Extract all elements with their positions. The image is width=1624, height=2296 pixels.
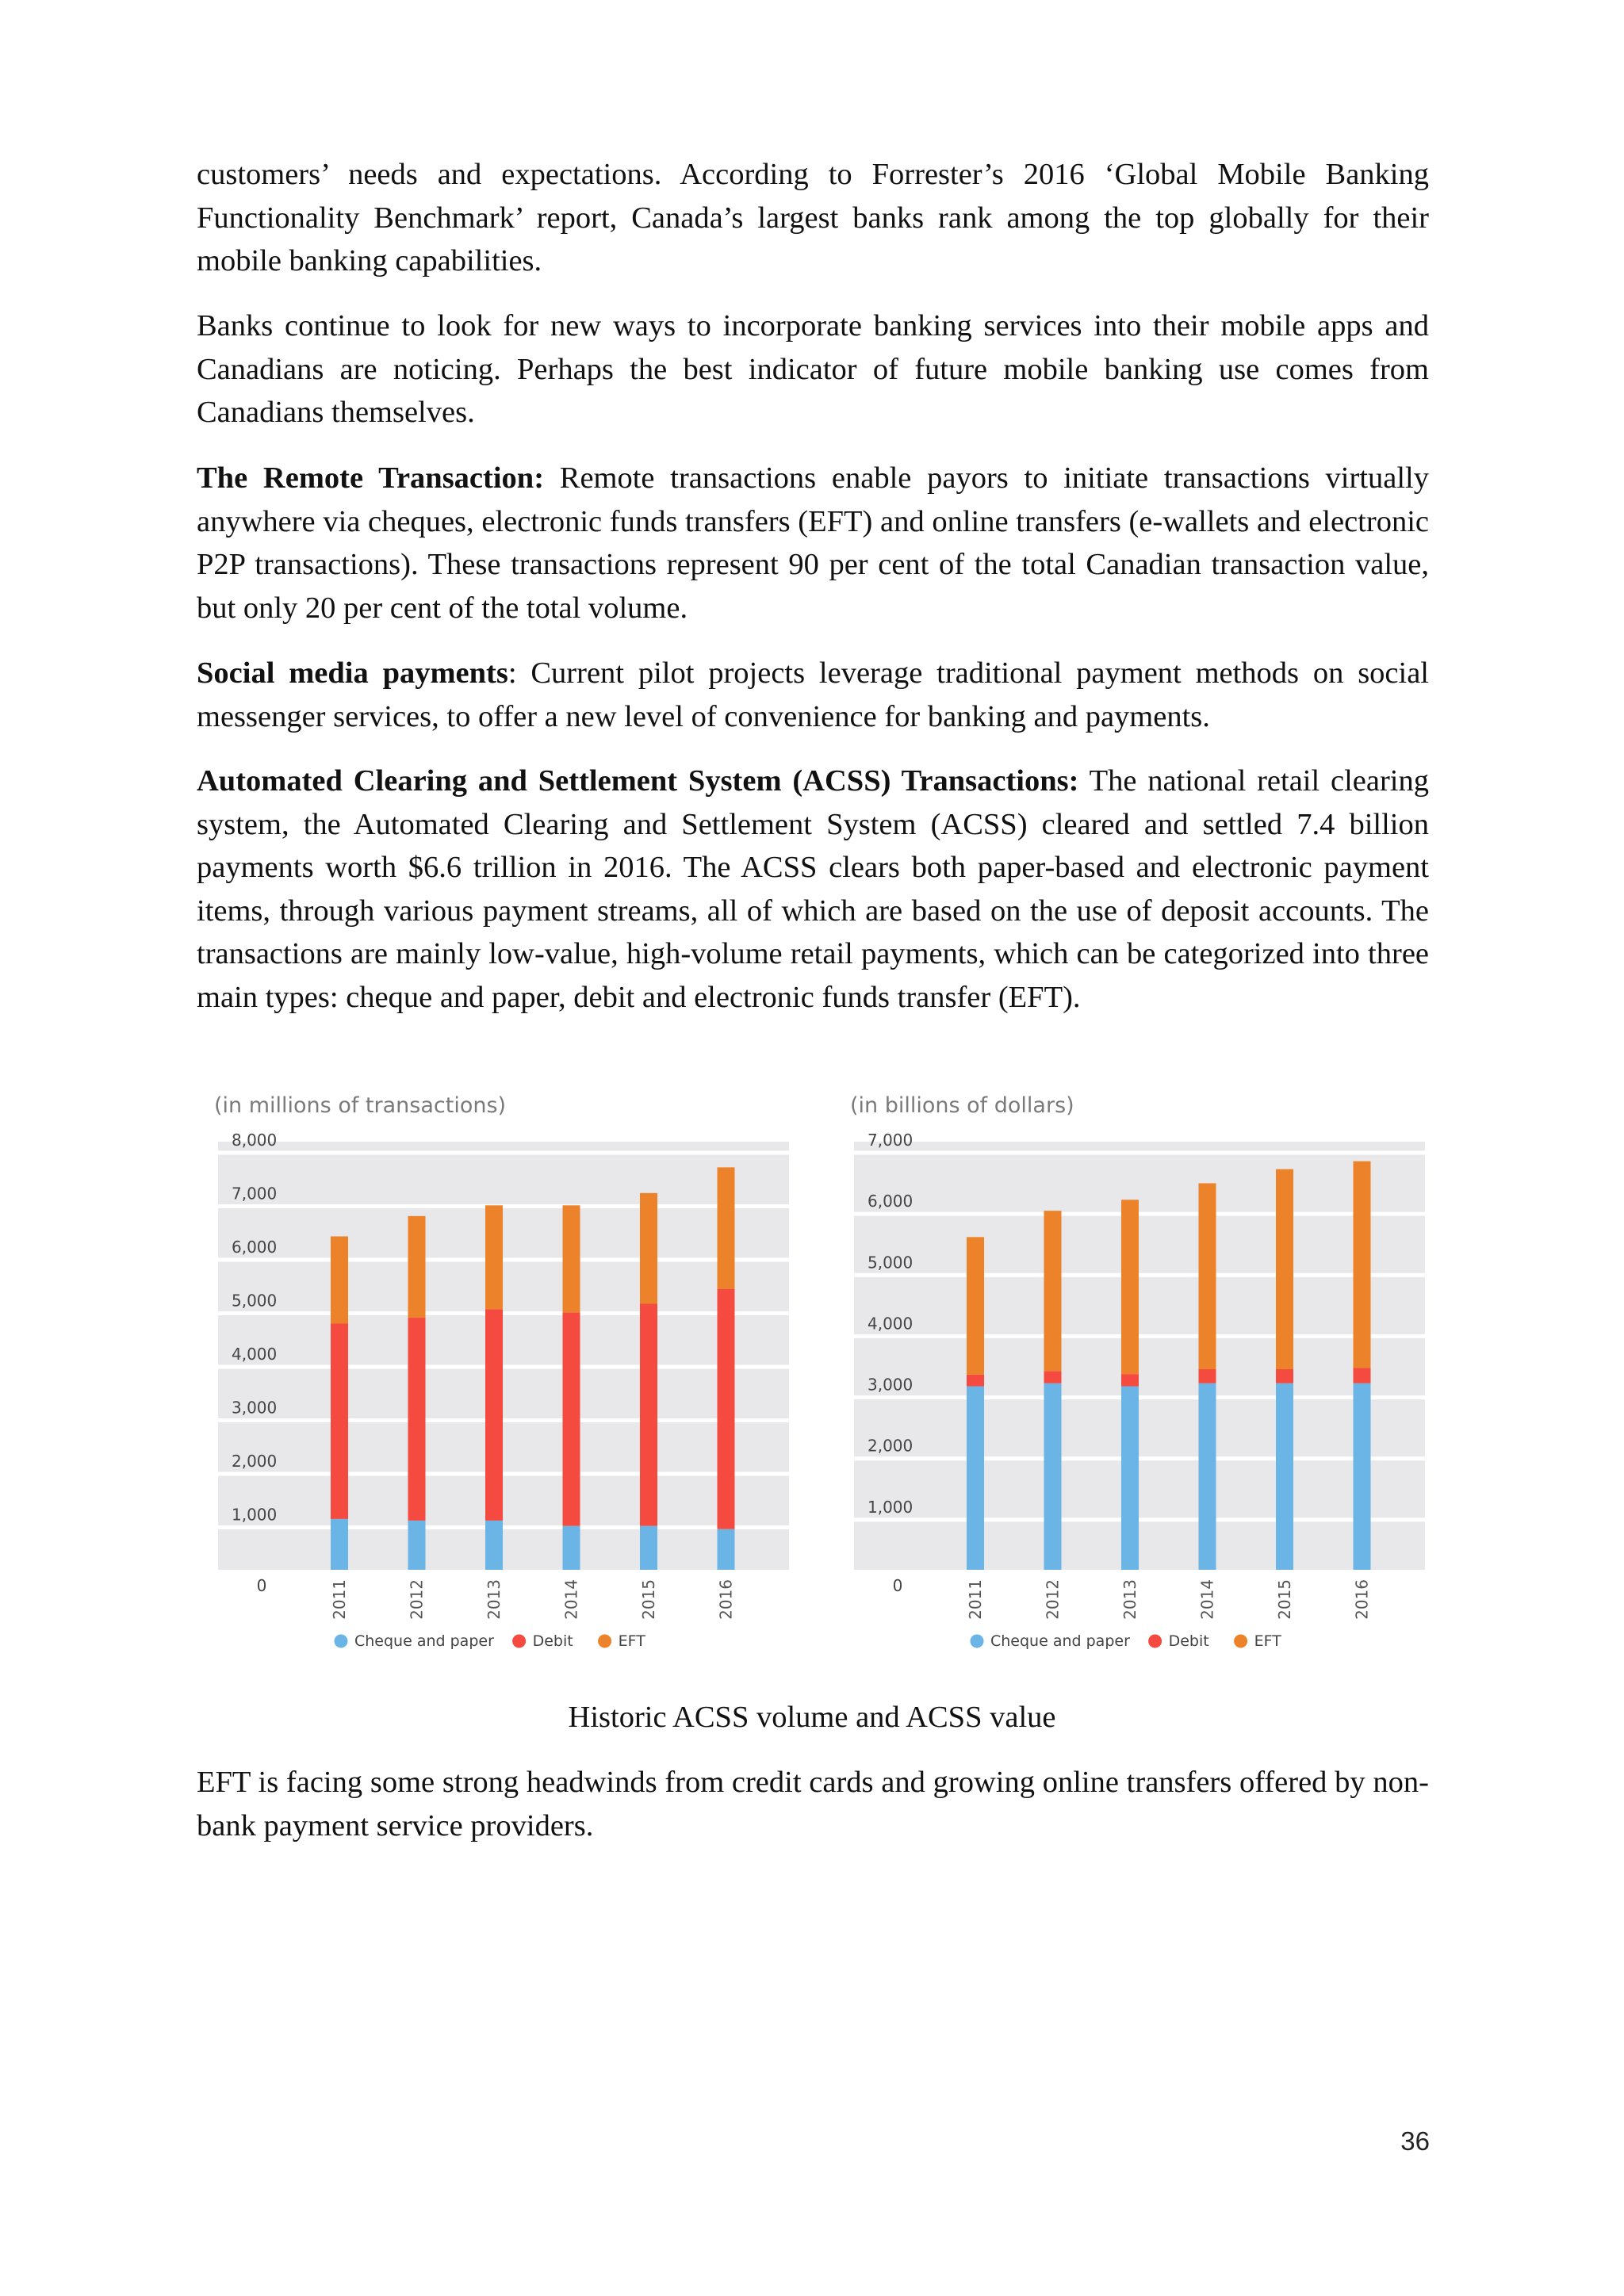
bar-eft-2016 bbox=[1354, 1161, 1371, 1368]
x-tick-label: 2011 bbox=[330, 1579, 349, 1620]
bar-eft-2011 bbox=[967, 1237, 984, 1375]
bar-eft-2015 bbox=[1276, 1169, 1293, 1369]
paragraph-2: Banks continue to look for new ways to incorporate banking services into their mobile apps and Canadians are noticing. Perhaps the best indicator of future mobile banking use comes from Canadians themselves. bbox=[197, 309, 1429, 429]
bar-eft-2015 bbox=[640, 1193, 657, 1304]
legend-label: Debit bbox=[1168, 1632, 1209, 1650]
x-tick-label: 2011 bbox=[966, 1579, 985, 1620]
legend-marker-eft bbox=[598, 1635, 611, 1648]
y-tick-label: 2,000 bbox=[868, 1436, 914, 1456]
y-tick-label: 7,000 bbox=[232, 1184, 278, 1203]
bar-debit-2016 bbox=[718, 1289, 735, 1529]
paragraph-1: customers’ needs and expectations. According to Forrester’s 2016 ‘Global Mobile Banking Functionality Benchmark’ report, Canada’s largest banks rank among the top globally for their mobile banking capabilities. bbox=[197, 158, 1429, 277]
legend-marker-cheque-and-paper bbox=[335, 1635, 348, 1648]
bar-eft-2014 bbox=[1199, 1183, 1216, 1369]
legend-label: EFT bbox=[618, 1632, 645, 1650]
x-tick-label: 2016 bbox=[716, 1579, 736, 1620]
bar-debit-2012 bbox=[408, 1318, 426, 1521]
bar-debit-2012 bbox=[1044, 1371, 1062, 1383]
bar-eft-2013 bbox=[1121, 1200, 1139, 1374]
plot-background bbox=[854, 1142, 1425, 1570]
x-tick-label: 2015 bbox=[1275, 1579, 1294, 1620]
paragraph-heading: Social media payments bbox=[197, 656, 508, 690]
bar-eft-2012 bbox=[1044, 1211, 1062, 1371]
legend-label: Cheque and paper bbox=[354, 1632, 494, 1650]
x-tick-label: 2013 bbox=[1120, 1579, 1139, 1620]
page-number: 36 bbox=[1400, 2126, 1430, 2156]
y-tick-label: 4,000 bbox=[232, 1345, 278, 1364]
y-tick-label: 1,000 bbox=[868, 1497, 914, 1517]
bar-debit-2013 bbox=[485, 1309, 503, 1521]
bar-cheque-and-paper-2012 bbox=[408, 1521, 426, 1570]
bar-eft-2014 bbox=[563, 1205, 580, 1312]
bar-cheque-and-paper-2015 bbox=[640, 1526, 657, 1570]
bar-debit-2015 bbox=[1276, 1369, 1293, 1383]
paragraph-heading: The Remote Transaction: bbox=[197, 461, 545, 495]
legend-label: Debit bbox=[532, 1632, 573, 1650]
y-tick-label: 7,000 bbox=[868, 1131, 914, 1150]
chart-unit-label: (in millions of transactions) bbox=[214, 1093, 507, 1118]
bar-eft-2013 bbox=[485, 1205, 503, 1309]
x-tick-label: 2015 bbox=[639, 1579, 658, 1620]
bar-eft-2016 bbox=[718, 1167, 735, 1288]
x-tick-label: 2014 bbox=[1197, 1579, 1217, 1620]
bar-debit-2015 bbox=[640, 1304, 657, 1526]
bar-cheque-and-paper-2012 bbox=[1044, 1383, 1062, 1570]
y-tick-label: 2,000 bbox=[232, 1452, 278, 1471]
y-tick-label: 3,000 bbox=[868, 1375, 914, 1395]
x-tick-label: 2014 bbox=[561, 1579, 581, 1620]
bar-eft-2011 bbox=[331, 1236, 348, 1323]
legend-marker-debit bbox=[512, 1635, 526, 1648]
y-tick-label: 0 bbox=[892, 1576, 903, 1595]
bar-debit-2011 bbox=[331, 1324, 348, 1519]
paragraph-closing: EFT is facing some strong headwinds from credit cards and growing online transfers offered by non-bank payment service providers. bbox=[197, 1766, 1429, 1843]
y-tick-label: 5,000 bbox=[868, 1253, 914, 1272]
y-tick-label: 6,000 bbox=[232, 1238, 278, 1257]
paragraph-acss: Automated Clearing and Settlement System (ACSS) Transactions: The national retail clearing system, the Automated Clearing and Settlement System (ACSS) cleared and settled 7.4 billion payments worth $6.6 trillion in 2016. The ACSS clears both paper-based and electronic payment items, through various payment streams, all of which are based on the use of deposit accounts. The transactions are mainly low-value, high-volume retail payments, which can be categorized into three main types: cheque and paper, debit and electronic funds transfer (EFT). bbox=[197, 764, 1430, 1014]
x-tick-label: 2012 bbox=[407, 1579, 427, 1620]
bar-cheque-and-paper-2013 bbox=[485, 1521, 503, 1570]
x-tick-label: 2016 bbox=[1352, 1579, 1372, 1620]
paragraph-heading: Automated Clearing and Settlement System (ACSS) Transactions: bbox=[197, 764, 1079, 798]
bar-cheque-and-paper-2015 bbox=[1276, 1383, 1293, 1570]
x-tick-label: 2013 bbox=[485, 1579, 504, 1620]
legend-marker-eft bbox=[1234, 1635, 1247, 1648]
x-tick-label: 2012 bbox=[1043, 1579, 1063, 1620]
bar-cheque-and-paper-2014 bbox=[563, 1526, 580, 1570]
y-tick-label: 8,000 bbox=[232, 1131, 278, 1150]
chart-unit-label: (in billions of dollars) bbox=[850, 1093, 1074, 1118]
legend-label: Cheque and paper bbox=[990, 1632, 1130, 1650]
bar-cheque-and-paper-2011 bbox=[967, 1387, 984, 1570]
bar-debit-2016 bbox=[1354, 1368, 1371, 1383]
chart-acss-volume bbox=[214, 1086, 797, 1673]
y-tick-label: 6,000 bbox=[868, 1192, 914, 1211]
legend-marker-cheque-and-paper bbox=[971, 1635, 984, 1648]
y-tick-label: 5,000 bbox=[232, 1291, 278, 1311]
y-tick-label: 4,000 bbox=[868, 1314, 914, 1334]
legend-label: EFT bbox=[1254, 1632, 1281, 1650]
y-tick-label: 0 bbox=[256, 1576, 267, 1595]
bar-eft-2012 bbox=[408, 1216, 426, 1318]
bar-debit-2014 bbox=[563, 1312, 580, 1525]
figure-caption: Historic ACSS volume and ACSS value bbox=[568, 1701, 1056, 1734]
chart-value-svg bbox=[850, 1086, 1433, 1673]
chart-volume-svg bbox=[214, 1086, 797, 1673]
bar-cheque-and-paper-2016 bbox=[1354, 1383, 1371, 1570]
paragraph-social-media: Social media payments: Current pilot projects leverage traditional payment methods on social messenger services, to offer a new level of convenience for banking and payments. bbox=[197, 656, 1429, 733]
y-tick-label: 1,000 bbox=[232, 1505, 278, 1525]
bar-cheque-and-paper-2016 bbox=[718, 1529, 735, 1570]
bar-cheque-and-paper-2013 bbox=[1121, 1387, 1139, 1570]
bar-debit-2011 bbox=[967, 1375, 984, 1387]
paragraph-remote-transaction: The Remote Transaction: Remote transactions enable payors to initiate transactions virtually anywhere via cheques, electronic funds transfers (EFT) and online transfers (e-wallets and electronic P2P transactions). These transactions represent 90 per cent of the total Canadian transaction value, but only 20 per cent of the total volume. bbox=[197, 461, 1429, 625]
legend-marker-debit bbox=[1148, 1635, 1162, 1648]
bar-cheque-and-paper-2011 bbox=[331, 1519, 348, 1570]
bar-cheque-and-paper-2014 bbox=[1199, 1383, 1216, 1570]
y-tick-label: 3,000 bbox=[232, 1398, 278, 1418]
bar-debit-2014 bbox=[1199, 1369, 1216, 1383]
bar-debit-2013 bbox=[1121, 1374, 1139, 1386]
chart-acss-value bbox=[850, 1086, 1433, 1673]
